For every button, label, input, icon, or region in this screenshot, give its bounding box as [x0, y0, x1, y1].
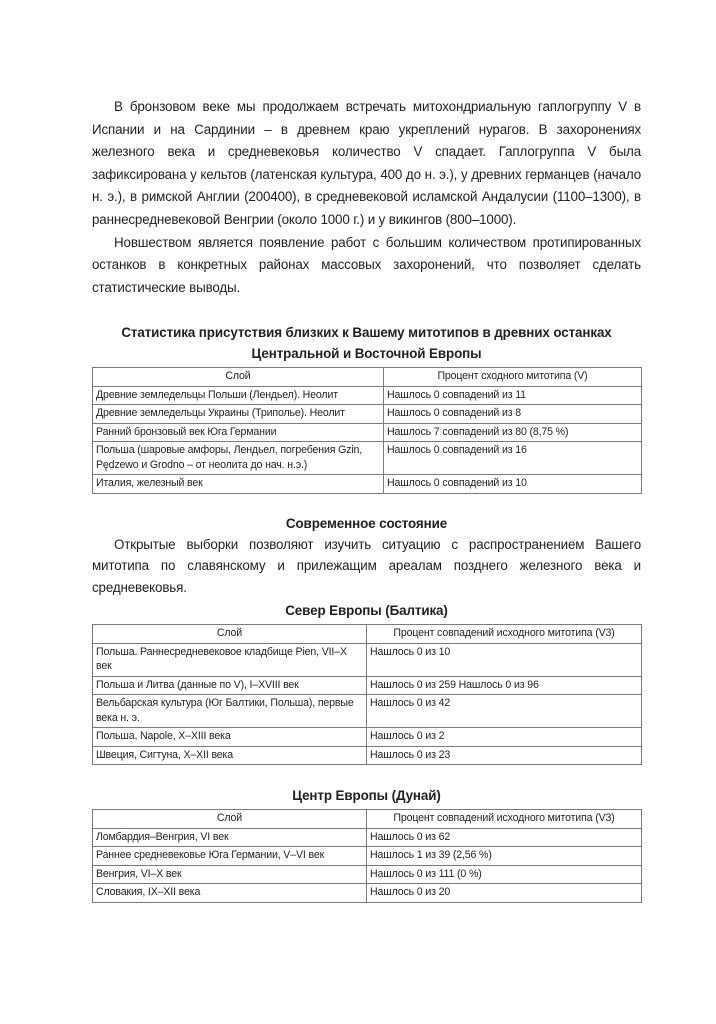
- cell-result: Нашлось 0 совпадений из 16: [384, 442, 642, 475]
- cell-result: Нашлось 0 из 62: [367, 828, 642, 847]
- table-row: [93, 828, 642, 847]
- table-row: [93, 643, 642, 676]
- cell-result: Нашлось 0 из 259 Нашлось 0 из 96: [367, 676, 642, 695]
- column-header-layer: Слой: [93, 810, 367, 829]
- cell-layer: Словакия, IX–XII века: [93, 884, 367, 903]
- cell-result: Нашлось 0 из 20: [367, 884, 642, 903]
- cell-result: Нашлось 0 совпадений из 8: [384, 405, 642, 424]
- cell-result: Нашлось 0 из 111 (0 %): [367, 865, 642, 884]
- cell-layer: Раннее средневековье Юга Германии, V–VI век: [93, 847, 367, 866]
- table-header-row: [93, 368, 642, 387]
- cell-result: Нашлось 1 из 39 (2,56 %): [367, 847, 642, 866]
- cell-result: Нашлось 0 из 10: [367, 643, 642, 676]
- table-row: [93, 386, 642, 405]
- cell-result: Нашлось 0 из 42: [367, 695, 642, 728]
- table-row: [93, 475, 642, 494]
- table-row: [93, 728, 642, 747]
- cell-result: Нашлось 0 из 23: [367, 746, 642, 765]
- cell-layer: Ломбардия–Венгрия, VI век: [93, 828, 367, 847]
- cell-result: Нашлось 7 совпадений из 80 (8,75 %): [384, 423, 642, 442]
- table-header-row: [93, 810, 642, 829]
- document-page: [92, 96, 641, 903]
- table-row: [93, 423, 642, 442]
- column-header-percent: Процент совпадений исходного митотипа (V3): [367, 625, 642, 644]
- cell-result: Нашлось 0 совпадений из 11: [384, 386, 642, 405]
- cell-layer: Ранний бронзовый век Юга Германии: [93, 423, 384, 442]
- cell-layer: Польша (шаровые амфоры, Лендьел, погребения Gzin, Pędzewo и Grodno – от неолита до нач. н.э.): [93, 442, 384, 475]
- column-header-layer: Слой: [93, 625, 367, 644]
- cell-layer: Венгрия, VI–X век: [93, 865, 367, 884]
- paragraph-bronze-age: В бронзовом веке мы продолжаем встречать митохондриальную гаплогруппу V в Испании и на Сардинии – в древнем краю укреплений нурагов. В захоронениях железного века и средневековья количество V спадает. Гаплогруппа V была зафиксирована у кельтов (латенская культура, 400 до н. э.), у древних германцев (начало н. э.), в римской Англии (200400), в средневековой исламской Андалусии (1100–1300), в раннесредневековой Венгрии (около 1000 г.) и у викингов (800–1000).: [92, 99, 641, 227]
- paragraph-open-samples: Открытые выборки позволяют изучить ситуацию с распространением Вашего митотипа по славянскому и прилежащим ареалам позднего железного века и средневековья.: [92, 536, 641, 595]
- column-header-percent: Процент сходного митотипа (V): [384, 368, 642, 387]
- cell-result: Нашлось 0 из 2: [367, 728, 642, 747]
- table-row: [93, 746, 642, 765]
- table-row: [93, 695, 642, 728]
- modern-state-heading: Современное состояние: [285, 515, 448, 531]
- cell-layer: Польша. Раннесредневековое кладбище Pien, VII–X век: [93, 643, 367, 676]
- table-row: [93, 405, 642, 424]
- table-row: [93, 676, 642, 695]
- column-header-percent: Процент совпадений исходного митотипа (V3): [367, 810, 642, 829]
- cell-layer: Италия, железный век: [93, 475, 384, 494]
- cell-result: Нашлось 0 совпадений из 10: [384, 475, 642, 494]
- cell-layer: Швеция, Сигтуна, X–XII века: [93, 746, 367, 765]
- ancient-remains-table: [92, 367, 642, 494]
- table-row: [93, 884, 642, 903]
- table-row: [93, 865, 642, 884]
- central-europe-table: [92, 809, 642, 903]
- table-row: [93, 847, 642, 866]
- north-europe-table: [92, 624, 642, 765]
- table2-title: Север Европы (Балтика): [285, 603, 448, 619]
- table-row: [93, 442, 642, 475]
- cell-layer: Древние земледельцы Украины (Триполье). Неолит: [93, 405, 384, 424]
- table3-title: Центр Европы (Дунай): [292, 788, 441, 804]
- table-header-row: [93, 625, 642, 644]
- paragraph-innovation: Новшеством является появление работ с большим количеством протипированных останков в конкретных районах массовых захоронений, что позволяет сделать статистические выводы.: [92, 234, 641, 295]
- cell-layer: Древние земледельцы Польши (Лендьел). Неолит: [93, 386, 384, 405]
- cell-layer: Вельбарская культура (Юг Балтики, Польша), первые века н. э.: [93, 695, 367, 728]
- cell-layer: Польша, Napole, X–XIII века: [93, 728, 367, 747]
- table1-title-line1: Статистика присутствия близких к Вашему митотипов в древних останках: [121, 325, 612, 341]
- column-header-layer: Слой: [93, 368, 384, 387]
- table1-title-line2: Центральной и Восточной Европы: [251, 346, 482, 362]
- cell-layer: Польша и Литва (данные по V), I–XVIII век: [93, 676, 367, 695]
